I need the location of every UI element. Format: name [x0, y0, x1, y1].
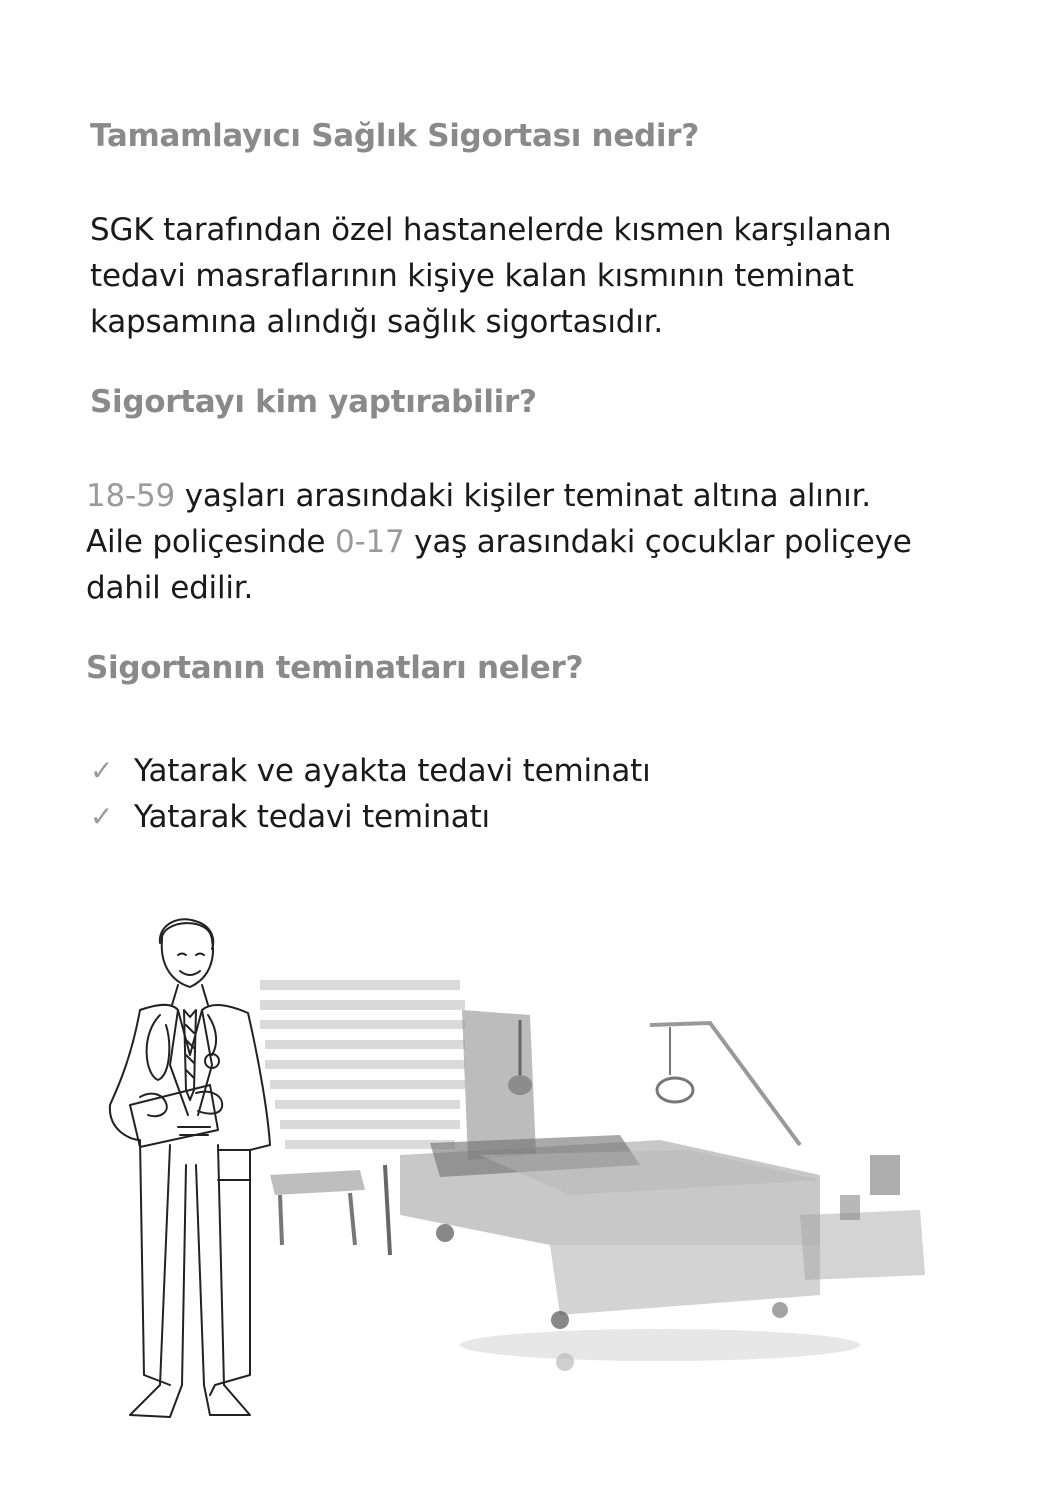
coverage-label: Yatarak ve ayakta tedavi teminatı — [134, 753, 651, 789]
section-title-coverages: Sigortanın teminatları neler? — [86, 650, 584, 686]
age-text-c: yaş arasındaki çocuklar poliçeye dahil edilir. — [86, 524, 912, 606]
hospital-bed-icon — [260, 980, 925, 1371]
section-title-who-can: Sigortayı kim yaptırabilir? — [90, 384, 537, 420]
age-text-a: yaşları arasındaki kişiler teminat altına alınır. — [175, 478, 871, 514]
age-range-child: 0-17 — [334, 524, 405, 560]
list-item — [90, 748, 651, 794]
section-body-who-can — [86, 473, 966, 611]
check-icon: ✓ — [90, 754, 114, 787]
hospital-illustration — [100, 915, 960, 1435]
section-title-what-is: Tamamlayıcı Sağlık Sigortası nedir? — [90, 118, 699, 154]
section-body-what-is: SGK tarafından özel hastanelerde kısmen karşılanan tedavi masraflarının kişiye kalan kısmının teminat kapsamına alındığı sağlık sigortasıdır. — [90, 212, 892, 340]
coverage-list — [90, 748, 651, 840]
check-icon: ✓ — [90, 800, 114, 833]
age-text-b: Aile poliçesinde — [86, 524, 335, 560]
coverage-label: Yatarak tedavi teminatı — [134, 799, 490, 835]
doctor-icon — [110, 919, 270, 1417]
age-range-adult: 18-59 — [86, 478, 176, 514]
list-item — [90, 794, 651, 840]
